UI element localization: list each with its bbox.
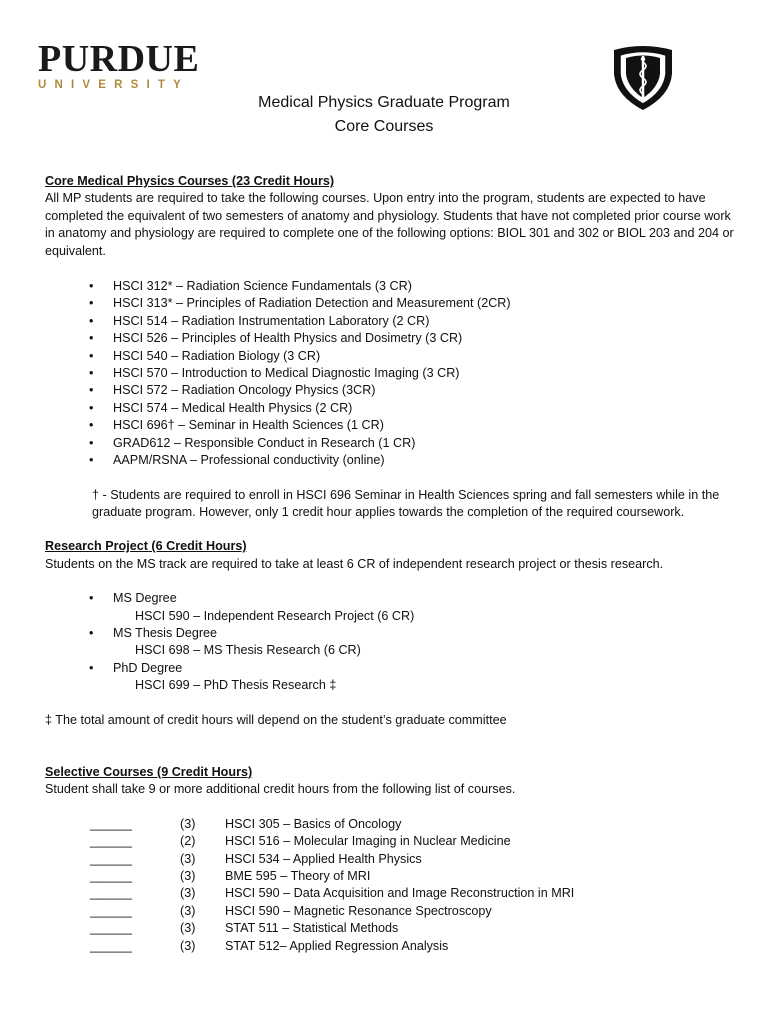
bullet-icon: •	[89, 625, 94, 640]
logo-wordmark: PURDUE	[38, 38, 200, 80]
list-item	[45, 938, 735, 955]
bullet-icon: •	[89, 279, 94, 294]
credit-hours: (3)	[180, 903, 196, 918]
course-text: HSCI 526 – Principles of Health Physics and Dosimetry (3 CR)	[113, 331, 463, 346]
course-text: HSCI 313* – Principles of Radiation Detection and Measurement (2CR)	[113, 296, 511, 311]
research-footnote: ‡ The total amount of credit hours will depend on the student’s graduate committee	[45, 712, 507, 727]
credit-hours: (3)	[180, 886, 196, 901]
credit-hours: (3)	[180, 816, 196, 831]
course-text: HSCI 312* – Radiation Science Fundamentals (3 CR)	[113, 279, 412, 294]
list-item	[45, 452, 735, 469]
course-text: HSCI 534 – Applied Health Physics	[225, 851, 422, 866]
credit-blank: ______	[90, 869, 133, 883]
degree-course: HSCI 699 – PhD Thesis Research ‡	[135, 678, 337, 693]
list-item	[45, 903, 735, 920]
list-item	[45, 590, 735, 625]
course-text: HSCI 570 – Introduction to Medical Diagnostic Imaging (3 CR)	[113, 366, 460, 381]
purdue-logo	[38, 40, 198, 91]
course-text: AAPM/RSNA – Professional conductivity (online)	[113, 453, 385, 468]
course-text: HSCI 540 – Radiation Biology (3 CR)	[113, 348, 321, 363]
bullet-icon: •	[89, 296, 94, 311]
research-intro: Students on the MS track are required to take at least 6 CR of independent research project or thesis research.	[45, 556, 664, 571]
list-item	[45, 920, 735, 937]
degree-label: MS Thesis Degree	[113, 625, 218, 640]
title-line-1: Medical Physics Graduate Program	[258, 94, 510, 111]
credit-hours: (3)	[180, 938, 196, 953]
bullet-icon: •	[89, 331, 94, 346]
list-item	[45, 313, 735, 330]
list-item	[45, 330, 735, 347]
list-item	[45, 278, 735, 295]
credit-blank: ______	[90, 816, 133, 831]
research-heading: Research Project (6 Credit Hours)	[45, 539, 247, 554]
course-text: HSCI 516 – Molecular Imaging in Nuclear Medicine	[225, 834, 511, 849]
list-item	[45, 660, 735, 695]
credit-blank: ______	[90, 851, 133, 866]
selective-intro: Student shall take 9 or more additional credit hours from the following list of courses.	[45, 782, 516, 797]
credit-hours: (3)	[180, 921, 196, 936]
course-text: STAT 512– Applied Regression Analysis	[225, 938, 449, 953]
logo-university: UNIVERSITY	[38, 79, 190, 91]
bullet-icon: •	[89, 453, 94, 468]
list-item	[45, 885, 735, 902]
credit-blank: ______	[90, 921, 133, 936]
selective-course-list	[45, 816, 735, 955]
bullet-icon: •	[89, 435, 94, 450]
course-text: HSCI 590 – Magnetic Resonance Spectroscopy	[225, 903, 492, 918]
list-item	[45, 625, 735, 660]
core-course-list	[45, 278, 735, 469]
bullet-icon: •	[89, 591, 94, 606]
document-body	[45, 173, 735, 955]
course-text: STAT 511 – Statistical Methods	[225, 921, 399, 936]
course-text: HSCI 514 – Radiation Instrumentation Laboratory (2 CR)	[113, 313, 430, 328]
list-item	[45, 382, 735, 399]
bullet-icon: •	[89, 383, 94, 398]
selective-heading: Selective Courses (9 Credit Hours)	[45, 764, 253, 779]
bullet-icon: •	[89, 313, 94, 328]
bullet-icon: •	[89, 348, 94, 363]
bullet-icon: •	[89, 366, 94, 381]
list-item	[45, 851, 735, 868]
credit-blank: ______	[90, 903, 133, 918]
degree-label: PhD Degree	[113, 660, 183, 675]
core-footnote: † - Students are required to enroll in HSCI 696 Seminar in Health Sciences spring and fall semesters while in the graduate program. However, only 1 credit hour applies towards the completion of the required coursework.	[92, 487, 720, 519]
list-item	[45, 868, 735, 885]
course-text: HSCI 590 – Data Acquisition and Image Reconstruction in MRI	[225, 886, 575, 901]
course-text: HSCI 305 – Basics of Oncology	[225, 816, 402, 831]
course-text: GRAD612 – Responsible Conduct in Research (1 CR)	[113, 435, 416, 450]
bullet-icon: •	[89, 418, 94, 433]
course-text: BME 595 – Theory of MRI	[225, 869, 371, 883]
course-text: HSCI 574 – Medical Health Physics (2 CR)	[113, 400, 353, 415]
course-text: HSCI 696† – Seminar in Health Sciences (1 CR)	[113, 418, 384, 433]
title-line-2: Core Courses	[334, 118, 434, 135]
credit-hours: (2)	[180, 834, 196, 849]
list-item	[45, 435, 735, 452]
degree-course: HSCI 590 – Independent Research Project (6 CR)	[135, 608, 415, 623]
core-intro: All MP students are required to take the following courses. Upon entry into the program, students are expected to have completed the equivalent of two semesters of anatomy and physiology. Students that have not completed prior course work in anatomy and physiology are required to complete one of the following options: BIOL 301 and 302 or BIOL 203 and 204 or equivalent.	[45, 191, 734, 258]
course-text: HSCI 572 – Radiation Oncology Physics (3CR)	[113, 383, 376, 398]
research-degree-list	[45, 590, 735, 694]
degree-course: HSCI 698 – MS Thesis Research (6 CR)	[135, 643, 361, 658]
list-item	[45, 400, 735, 417]
degree-label: MS Degree	[113, 591, 177, 606]
core-heading: Core Medical Physics Courses (23 Credit Hours)	[45, 174, 335, 188]
list-item	[45, 833, 735, 850]
list-item	[45, 417, 735, 434]
bullet-icon: •	[89, 660, 94, 675]
list-item	[45, 348, 735, 365]
credit-blank: ______	[90, 886, 133, 901]
list-item	[45, 816, 735, 833]
credit-blank: ______	[90, 834, 133, 849]
bullet-icon: •	[89, 400, 94, 415]
document-title	[0, 91, 768, 139]
credit-blank: ______	[90, 938, 133, 953]
list-item	[45, 295, 735, 312]
list-item	[45, 365, 735, 382]
credit-hours: (3)	[180, 869, 196, 883]
credit-hours: (3)	[180, 851, 196, 866]
